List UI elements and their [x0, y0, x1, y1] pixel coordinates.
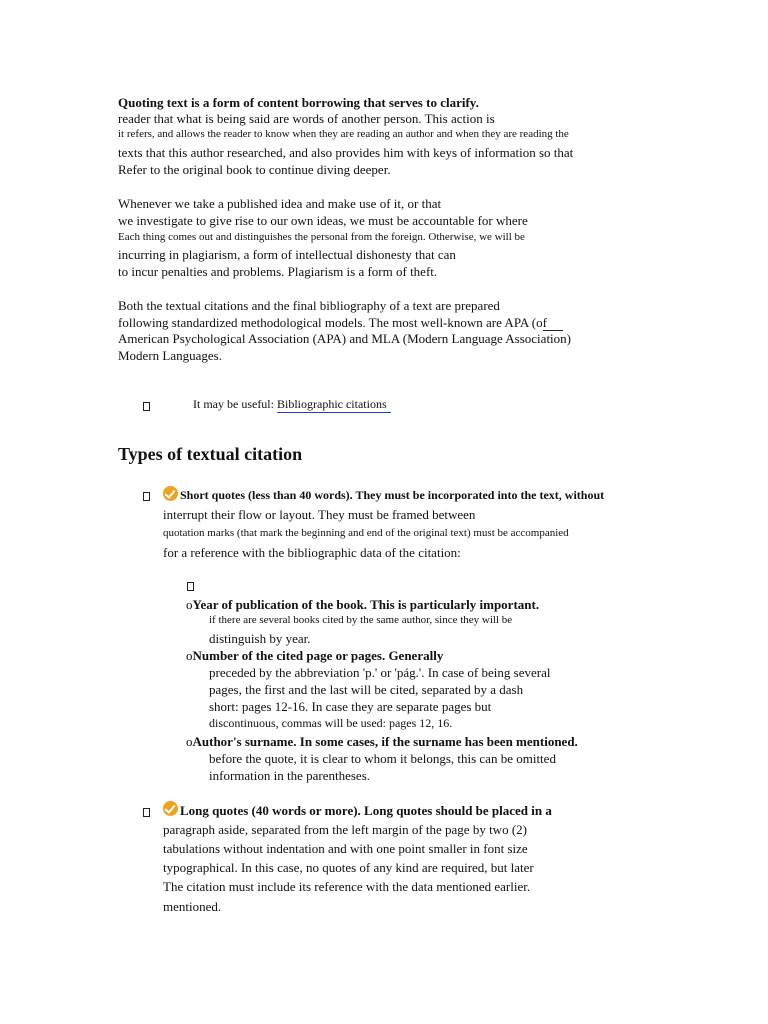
bullet-o: o [186, 597, 193, 612]
bibliographic-citations-link[interactable]: Bibliographic citations [277, 397, 391, 413]
text-line: paragraph aside, separated from the left margin of the page by two (2) [163, 822, 527, 837]
text-line: incurring in plagiarism, a form of intellectual dishonesty that can [118, 247, 456, 262]
sublist-title: Number of the cited page or pages. Generally [192, 648, 444, 663]
text-line: mentioned. [163, 899, 222, 914]
missing-glyph-icon [187, 582, 194, 591]
text-line: information in the parentheses. [209, 768, 371, 783]
section-heading: Types of textual citation [118, 444, 303, 464]
text-line: texts that this author researched, and also provides him with keys of information so that [118, 145, 574, 160]
missing-glyph-icon [143, 808, 150, 817]
text-line: tabulations without indentation and with one point smaller in font size [163, 841, 528, 856]
text-line: pages, the first and the last will be cited, separated by a dash [209, 682, 524, 697]
text-line [186, 735, 578, 748]
text-line: distinguish by year. [209, 631, 311, 646]
text-line: Quoting text is a form of content borrowing that serves to clarify. [118, 95, 479, 110]
text-line: for a reference with the bibliographic data of the citation: [163, 545, 461, 560]
text-line: discontinuous, commas will be used: pages 12, 16. [209, 716, 453, 730]
text-line [186, 598, 539, 611]
text-line: before the quote, it is clear to whom it belongs, this can be omitted [209, 751, 556, 766]
text-line: to incur penalties and problems. Plagiarism is a form of theft. [118, 264, 438, 279]
text-line: Long quotes (40 words or more). Long quotes should be placed in a [180, 803, 552, 818]
text-line: it refers, and allows the reader to know when they are reading an author and when they are reading the [118, 128, 569, 140]
text-line: American Psychological Association (APA) and MLA (Modern Language Association) [118, 331, 571, 346]
text-line: reader that what is being said are words of another person. This action is [118, 111, 495, 126]
text-line [118, 316, 563, 329]
sublist-title: Year of publication of the book. This is particularly important. [192, 597, 540, 612]
bullet-o: o [186, 734, 193, 749]
text-line: Both the textual citations and the final bibliography of a text are prepared [118, 298, 500, 313]
text-line: quotation marks (that mark the beginning and end of the original text) must be accompanied [163, 527, 569, 539]
text-line: Short quotes (less than 40 words). They must be incorporated into the text, without [180, 488, 605, 502]
text-line: Refer to the original book to continue diving deeper. [118, 162, 391, 177]
text-line: if there are several books cited by the same author, since they will be [209, 614, 513, 626]
checkmark-icon [163, 801, 178, 816]
text-line: Modern Languages. [118, 348, 222, 363]
text-line: preceded by the abbreviation 'p.' or 'pág.'. In case of being several [209, 665, 551, 680]
missing-glyph-icon [143, 402, 150, 411]
useful-line [193, 398, 391, 410]
text-line: interrupt their flow or layout. They must be framed between [163, 507, 476, 522]
bullet-o: o [186, 648, 193, 663]
useful-prefix: It may be useful: [193, 397, 277, 411]
checkmark-icon [163, 486, 178, 501]
text-line: we investigate to give rise to our own ideas, we must be accountable for where [118, 213, 528, 228]
missing-glyph-icon [143, 492, 150, 501]
underlined-text: f [543, 315, 563, 331]
text-line: Each thing comes out and distinguishes the personal from the foreign. Otherwise, we will be [118, 231, 525, 243]
text-line: short: pages 12-16. In case they are separate pages but [209, 699, 492, 714]
text-line [186, 649, 443, 662]
text-line: typographical. In this case, no quotes of any kind are required, but later [163, 860, 534, 875]
sublist-title: Author's surname. In some cases, if the surname has been mentioned. [192, 734, 578, 749]
text-segment: following standardized methodological models. The most well-known are APA (o [118, 315, 543, 330]
text-line: Whenever we take a published idea and make use of it, or that [118, 196, 442, 211]
text-line: The citation must include its reference with the data mentioned earlier. [163, 879, 531, 894]
